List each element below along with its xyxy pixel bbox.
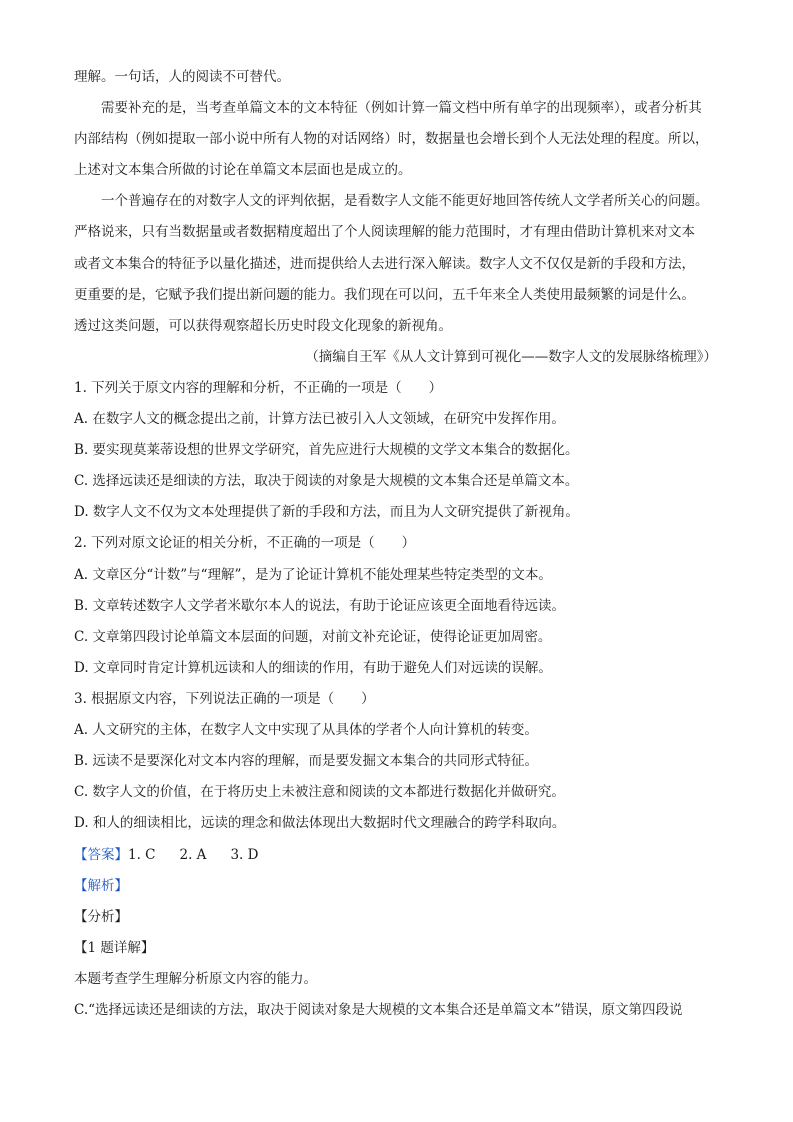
answer-item: 2. A [179, 847, 207, 863]
analysis-text: 本题考查学生理解分析原文内容的能力。 [74, 971, 317, 987]
question-option: A. 文章区分“计数”与“理解”，是为了论证计算机不能处理某些特定类型的文本。 [74, 567, 552, 583]
passage-line: 需要补充的是，当考查单篇文本的文本特征（例如计算一篇文档中所有单字的出现频率），或者分析其 [101, 100, 702, 116]
answer-item: 1. C [128, 847, 156, 863]
passage-line: 更重要的是，它赋予我们提出新问题的能力。我们现在可以问，五千年来全人类使用最频繁的词是什么。 [74, 287, 695, 303]
passage-source: （摘编自王军《从人文计算到可视化——数字人文的发展脉络梳理》） [305, 349, 717, 365]
question-option: A. 人文研究的主体，在数字人文中实现了从具体的学者个人向计算机的转变。 [74, 722, 538, 738]
answer-item: 3. D [230, 847, 259, 863]
question-option: C. 数字人文的价值，在于将历史上未被注意和阅读的文本都进行数据化并做研究。 [74, 784, 565, 800]
question-option: B. 文章转述数字人文学者米歇尔本人的说法，有助于论证应该更全面地看待远读。 [74, 598, 566, 614]
passage-line: 理解。一句话，人的阅读不可替代。 [74, 69, 290, 85]
question-option: D. 和人的细读相比，远读的理念和做法体现出大数据时代文理融合的跨学科取向。 [74, 815, 566, 831]
question-option: D. 文章同时肯定计算机远读和人的细读的作用，有助于避免人们对远读的误解。 [74, 660, 552, 676]
analysis-heading: 【1 题详解】 [74, 940, 155, 956]
passage-line: 内部结构（例如提取一部小说中所有人物的对话网络）时，数据量也会增长到个人无法处理的程度。所以， [74, 131, 709, 147]
question-option: A. 在数字人文的概念提出之前，计算方法已被引入人文领域，在研究中发挥作用。 [74, 411, 565, 427]
passage-line: 一个普遍存在的对数字人文的评判依据，是看数字人文能不能更好地回答传统人文学者所关心的问题。 [101, 193, 709, 209]
passage-line: 严格说来，只有当数据量或者数据精度超出了个人阅读理解的能力范围时，才有理由借助计算机来对文本 [74, 224, 695, 240]
question-option: B. 要实现莫莱蒂设想的世界文学研究，首先应进行大规模的文学文本集合的数据化。 [74, 442, 579, 458]
question-stem: 2. 下列对原文论证的相关分析，不正确的一项是（ ） [74, 535, 416, 551]
analysis-heading: 【分析】 [74, 909, 128, 925]
passage-line: 透过这类问题，可以获得观察超长历史时段文化现象的新视角。 [74, 318, 452, 334]
question-option: C. 文章第四段讨论单篇文本层面的问题，对前文补充论证，使得论证更加周密。 [74, 629, 552, 645]
question-option: C. 选择远读还是细读的方法，取决于阅读的对象是大规模的文本集合还是单篇文本。 [74, 473, 579, 489]
analysis-tag: 【解析】 [74, 878, 128, 894]
question-stem: 1. 下列关于原文内容的理解和分析，不正确的一项是（ ） [74, 380, 443, 396]
answer-tag: 【答案】 [74, 847, 128, 863]
answer-row [74, 845, 724, 865]
question-stem: 3. 根据原文内容，下列说法正确的一项是（ ） [74, 691, 375, 707]
passage-line: 上述对文本集合所做的讨论在单篇文本层面也是成立的。 [74, 162, 412, 178]
question-option: D. 数字人文不仅为文本处理提供了新的手段和方法，而且为人文研究提供了新视角。 [74, 504, 579, 520]
question-option: B. 远读不是要深化对文本内容的理解，而是要发掘文本集合的共同形式特征。 [74, 753, 539, 769]
analysis-text: C.“选择远读还是细读的方法，取决于阅读对象是大规模的文本集合还是单篇文本”错误，原文第四段说 [74, 1002, 683, 1018]
passage-line: 或者文本集合的特征予以量化描述，进而提供给人去进行深入解读。数字人文不仅仅是新的手段和方法， [74, 256, 695, 272]
